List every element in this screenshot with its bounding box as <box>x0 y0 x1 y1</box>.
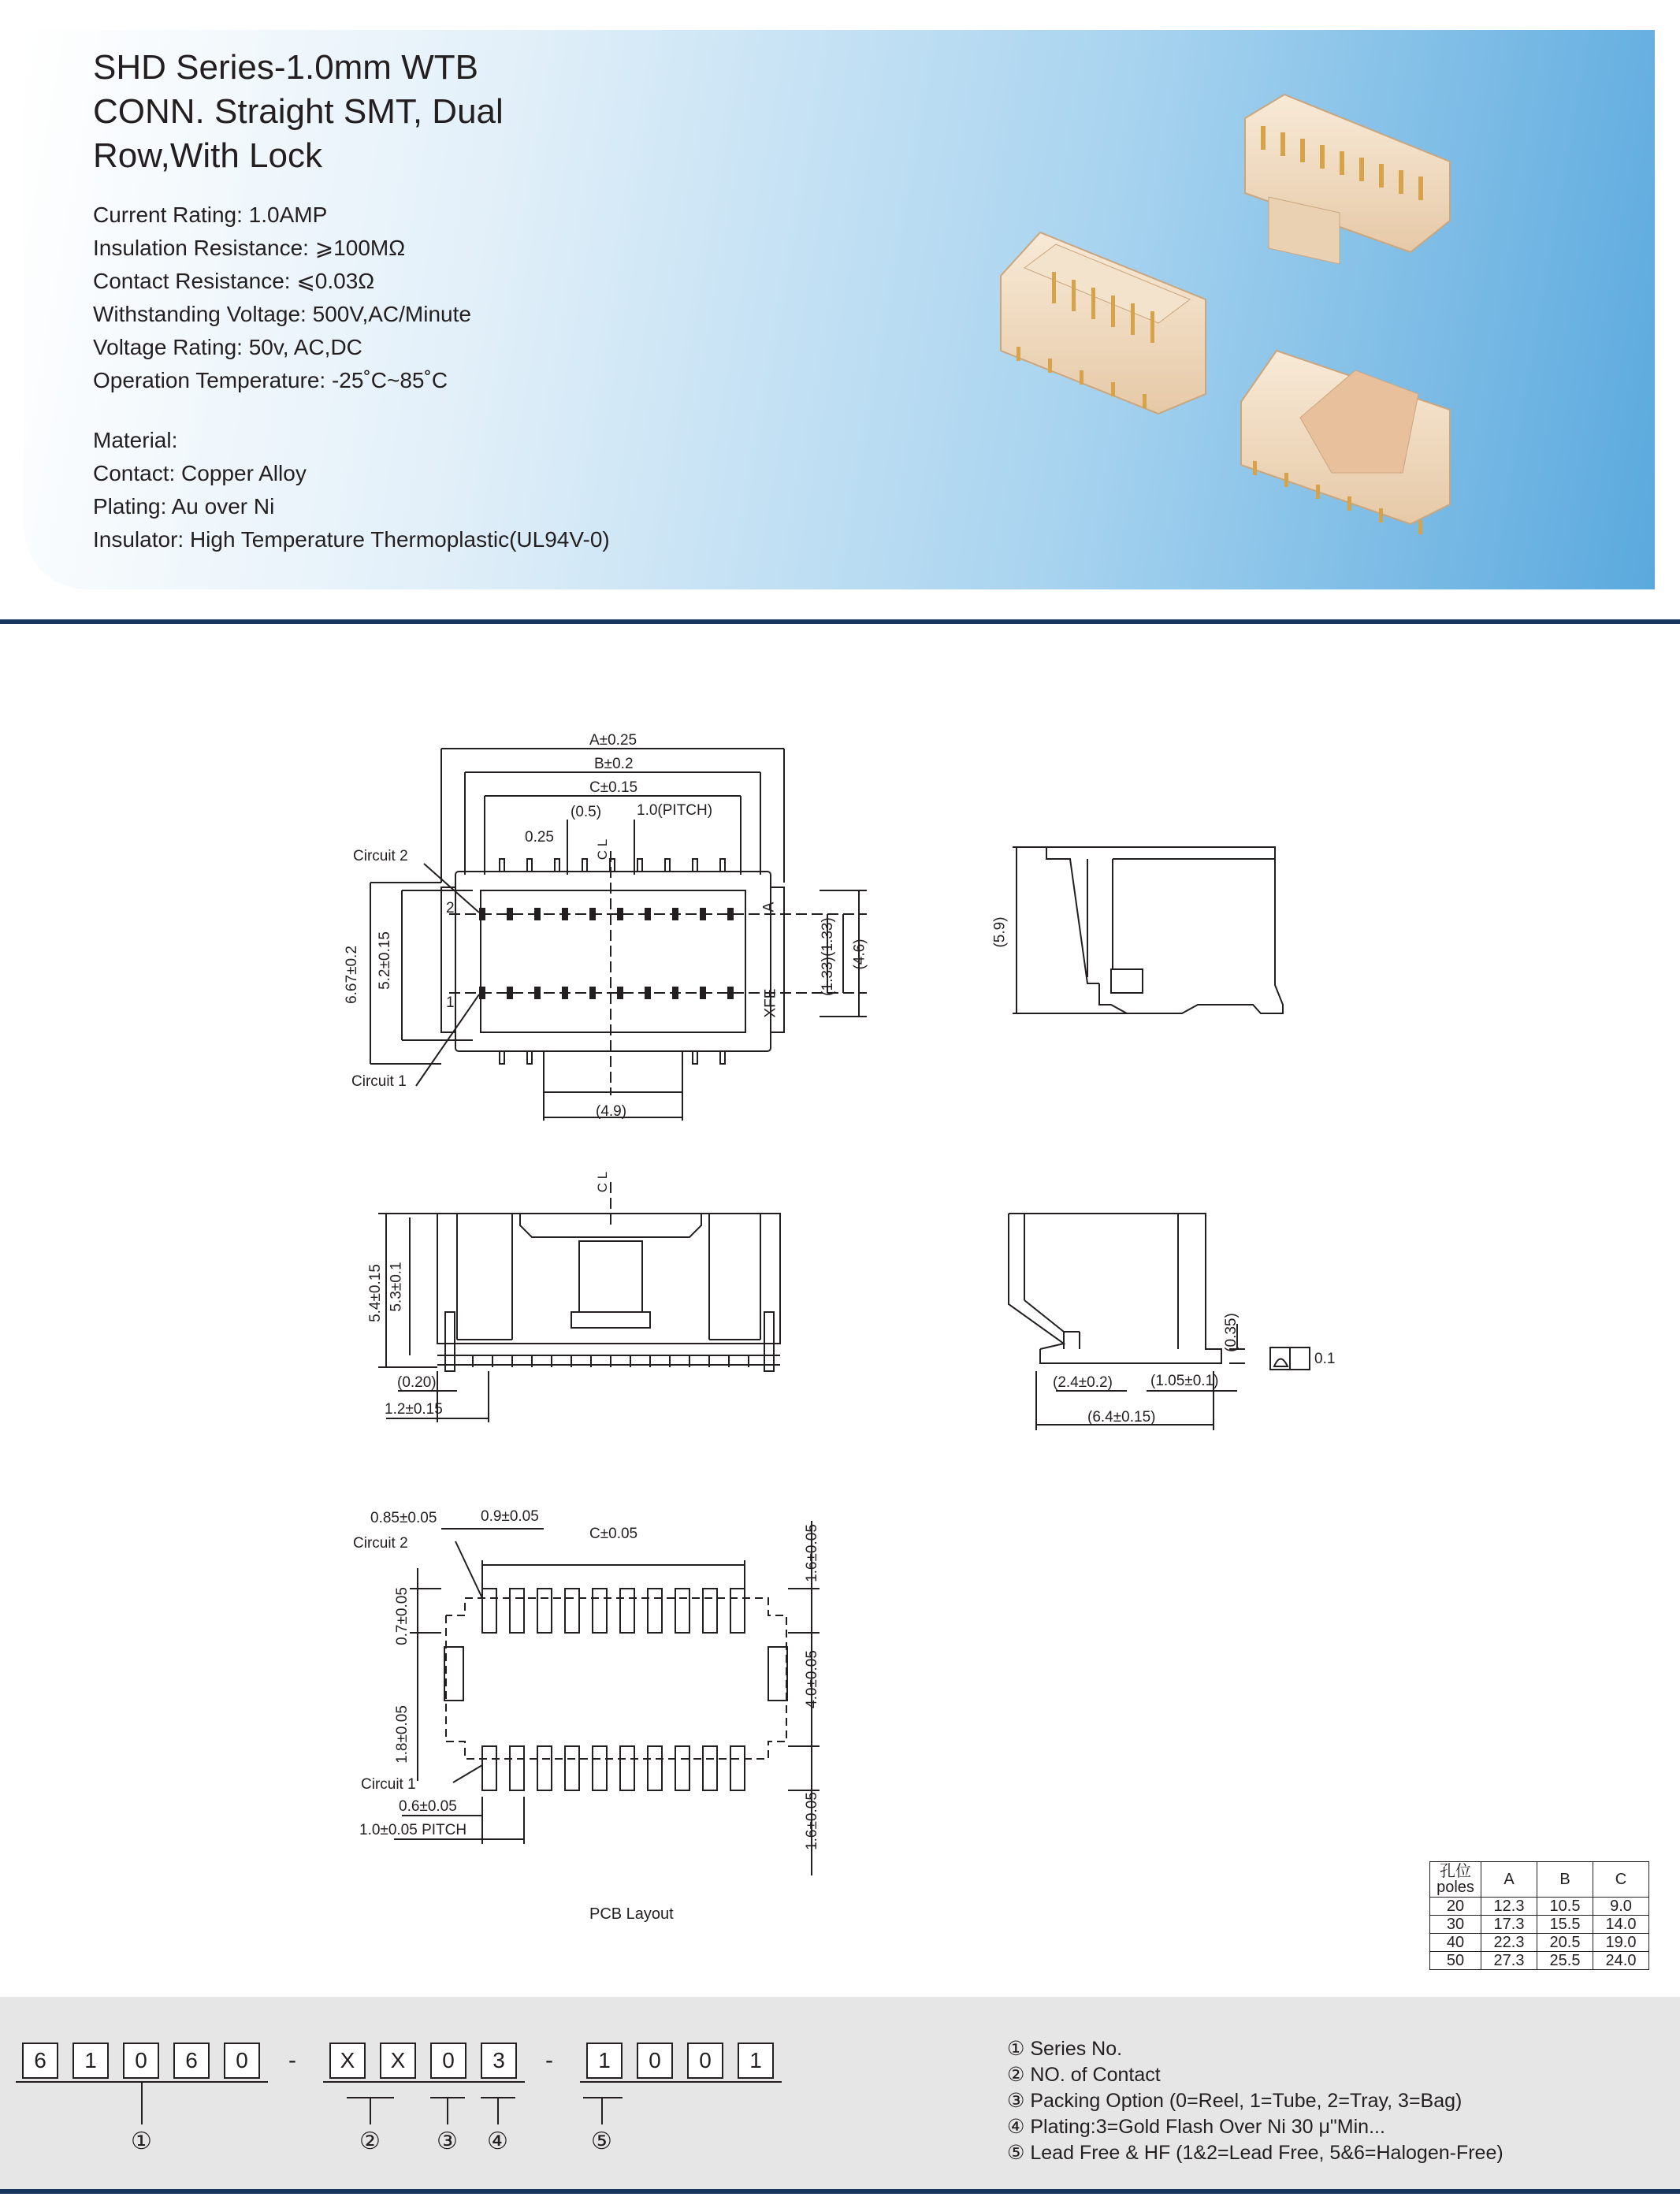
spec-insulation: Insulation Resistance: ⩾100MΩ <box>93 236 406 260</box>
table-cell: 17.3 <box>1481 1916 1537 1934</box>
material-heading: Material: <box>93 428 178 452</box>
title-line-3: Row,With Lock <box>93 136 322 175</box>
dimension-table <box>1429 1861 1649 1970</box>
table-cell: 12.3 <box>1481 1898 1537 1916</box>
pn-digit: 1 <box>586 2043 623 2079</box>
legend-lead-free: ⑤ Lead Free & HF (1&2=Lead Free, 5&6=Halogen-Free) <box>1007 2142 1503 2164</box>
table-cell: 14.0 <box>1593 1916 1649 1934</box>
pcb-dim-0-6-label: 0.6±0.05 <box>399 1798 457 1815</box>
pcb-dim-0-9-label: 0.9±0.05 <box>481 1508 539 1525</box>
dim-2-4-label: (2.4±0.2) <box>1053 1374 1113 1391</box>
dim-5-9-label: (5.9) <box>991 916 1009 948</box>
table-cell: 40 <box>1430 1934 1481 1952</box>
part-number-legend <box>1007 2036 1503 2166</box>
spec-withstanding: Withstanding Voltage: 500V,AC/Minute <box>93 302 471 326</box>
legend-series: ① Series No. <box>1007 2038 1123 2060</box>
pcb-dim-c-label: C±0.05 <box>589 1526 638 1542</box>
pn-digit: 0 <box>430 2043 466 2079</box>
mark-a-label: A <box>760 901 778 913</box>
centerline-mark-top: C L <box>595 838 611 861</box>
pcb-circuit-1-label: Circuit 1 <box>361 1776 416 1793</box>
dim-1-05-label: (1.05±0.1) <box>1150 1373 1219 1389</box>
table-header-poles: 孔位 poles <box>1430 1862 1481 1898</box>
pn-digit: 3 <box>481 2043 517 2079</box>
dim-5-4-label: 5.4±0.15 <box>366 1264 384 1322</box>
marker-4: ④ <box>487 2128 508 2154</box>
pn-digit: X <box>380 2043 416 2079</box>
dim-1-33b-label: (1.33) <box>819 917 836 957</box>
spec-contact-resistance: Contact Resistance: ⩽0.03Ω <box>93 269 375 293</box>
pcb-dim-1-8-label: 1.8±0.05 <box>393 1705 411 1764</box>
pn-digit: X <box>329 2043 366 2079</box>
table-header-b: B <box>1537 1862 1593 1898</box>
dim-5-2-label: 5.2±0.15 <box>376 931 393 990</box>
table-cell: 30 <box>1430 1916 1481 1934</box>
table-cell: 24.0 <box>1593 1952 1649 1970</box>
side-view-drawing <box>1013 847 1283 1013</box>
table-cell: 10.5 <box>1537 1898 1593 1916</box>
flatness-label: 0.1 <box>1314 1351 1336 1367</box>
material-insulator: Insulator: High Temperature Thermoplastic(UL94V-0) <box>93 527 610 552</box>
table-cell: 9.0 <box>1593 1898 1649 1916</box>
table-cell: 50 <box>1430 1952 1481 1970</box>
pn-dash: - <box>545 2047 553 2073</box>
dim-6-4-label: (6.4±0.15) <box>1087 1409 1156 1426</box>
pn-dash: - <box>288 2047 296 2073</box>
table-row <box>1430 1952 1649 1970</box>
dim-0-5-label: (0.5) <box>571 804 602 820</box>
dim-4-9-label: (4.9) <box>596 1103 627 1120</box>
table-row <box>1430 1916 1649 1934</box>
title-line-1: SHD Series-1.0mm WTB <box>93 48 478 87</box>
material-plating: Plating: Au over Ni <box>93 494 275 519</box>
pin-1-label: 1 <box>446 994 455 1011</box>
table-cell: 19.0 <box>1593 1934 1649 1952</box>
pcb-dim-1-6b-label: 1.6±0.05 <box>803 1792 820 1850</box>
pcb-dim-0-85-label: 0.85±0.05 <box>370 1510 437 1526</box>
table-cell: 20 <box>1430 1898 1481 1916</box>
legend-contacts: ② NO. of Contact <box>1007 2064 1161 2086</box>
pn-digit: 1 <box>72 2043 109 2079</box>
table-row <box>1430 1898 1649 1916</box>
table-header-a: A <box>1481 1862 1537 1898</box>
spec-voltage: Voltage Rating: 50v, AC,DC <box>93 335 362 359</box>
pcb-circuit-2-label: Circuit 2 <box>353 1535 408 1552</box>
dim-1-2-label: 1.2±0.15 <box>385 1401 443 1418</box>
marker-3: ③ <box>437 2128 458 2154</box>
table-header-c: C <box>1593 1862 1649 1898</box>
table-cell: 27.3 <box>1481 1952 1537 1970</box>
pn-digit: 1 <box>738 2043 774 2079</box>
mark-xfe-label: XFE <box>762 988 779 1018</box>
marker-5: ⑤ <box>591 2128 612 2154</box>
marker-1: ① <box>131 2128 152 2154</box>
pn-digit: 0 <box>123 2043 159 2079</box>
table-cell: 25.5 <box>1537 1952 1593 1970</box>
title-line-2: CONN. Straight SMT, Dual <box>93 92 504 131</box>
circuit-2-label: Circuit 2 <box>353 848 408 864</box>
pn-digit: 0 <box>687 2043 723 2079</box>
pin-2-label: 2 <box>446 900 455 916</box>
pcb-layout-caption: PCB Layout <box>589 1905 674 1923</box>
dim-6-67-label: 6.67±0.2 <box>343 946 360 1004</box>
dim-5-3-label: 5.3±0.1 <box>388 1262 405 1312</box>
legend-packing: ③ Packing Option (0=Reel, 1=Tube, 2=Tray, 3=Bag) <box>1007 2090 1463 2112</box>
pn-digit: 6 <box>173 2043 210 2079</box>
spec-temperature: Operation Temperature: -25˚C~85˚C <box>93 368 448 392</box>
dim-0-35-label: (0.35) <box>1222 1313 1240 1352</box>
pcb-dim-4-0-label: 4.0±0.05 <box>803 1650 820 1708</box>
pcb-pitch-label: 1.0±0.05 PITCH <box>359 1822 467 1838</box>
marker-2: ② <box>359 2128 381 2154</box>
legend-plating: ④ Plating:3=Gold Flash Over Ni 30 μ"Min... <box>1007 2116 1385 2138</box>
pcb-dim-1-6a-label: 1.6±0.05 <box>803 1524 820 1582</box>
pn-digit: 6 <box>22 2043 58 2079</box>
end-view-drawing <box>1009 1214 1310 1430</box>
dim-a-label: A±0.25 <box>589 732 637 749</box>
dim-0-25-label: 0.25 <box>525 829 554 846</box>
dim-b-label: B±0.2 <box>594 756 634 772</box>
dim-4-6-label: (4.6) <box>851 939 868 970</box>
dim-1-33a-label: (1.33) <box>819 957 836 996</box>
material-contact: Contact: Copper Alloy <box>93 461 307 485</box>
table-cell: 15.5 <box>1537 1916 1593 1934</box>
table-row <box>1430 1934 1649 1952</box>
dim-0-20-label: (0.20) <box>397 1374 437 1391</box>
centerline-mark-front: C L <box>595 1171 611 1193</box>
table-cell: 22.3 <box>1481 1934 1537 1952</box>
circuit-1-label: Circuit 1 <box>351 1073 407 1090</box>
pn-digit: 0 <box>224 2043 260 2079</box>
table-cell: 20.5 <box>1537 1934 1593 1952</box>
pn-digit: 0 <box>637 2043 673 2079</box>
pcb-dim-0-7-label: 0.7±0.05 <box>393 1587 411 1645</box>
spec-current: Current Rating: 1.0AMP <box>93 203 328 227</box>
dim-c-label: C±0.15 <box>589 779 638 796</box>
pitch-label: 1.0(PITCH) <box>637 802 713 819</box>
